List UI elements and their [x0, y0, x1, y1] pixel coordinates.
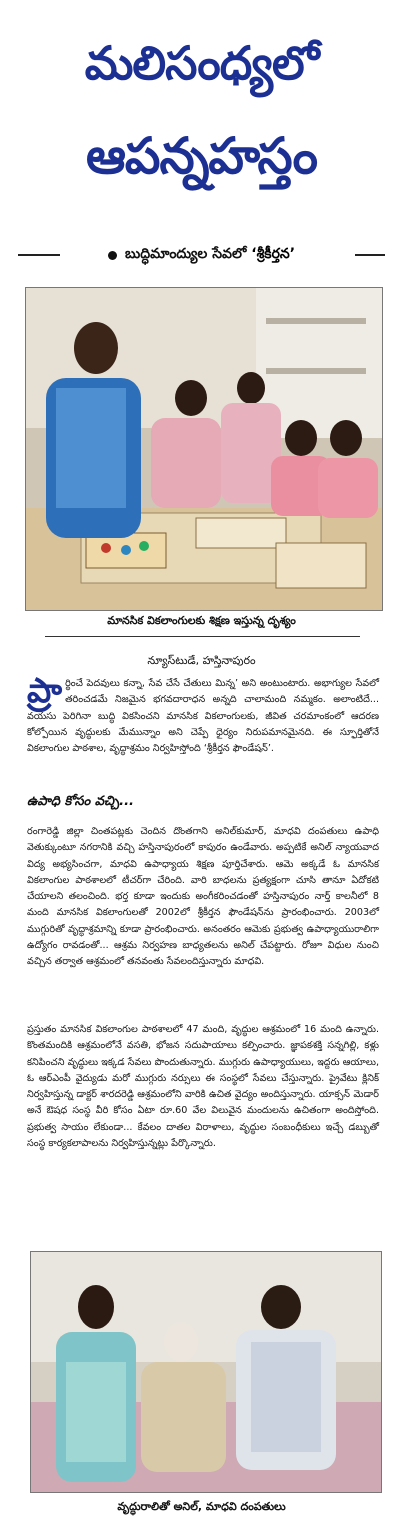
- photo-caption-top: మానసిక వికలాంగులకు శిక్షణ ఇస్తున్న దృశ్యం: [107, 614, 296, 627]
- article-paragraph-3: [27, 1022, 379, 1152]
- subheadline-highlight: ‘శ్రీకీర్తన’: [251, 245, 296, 262]
- bullet-icon: [108, 251, 117, 260]
- classroom-illustration: [26, 288, 382, 610]
- photo-classroom: [25, 287, 383, 611]
- article-paragraph-3-text: ప్రస్తుతం మానసిక వికలాంగుల పాఠశాలలో 47 మంది, వృద్ధుల ఆశ్రమంలో 16 మంది ఉన్నారు. కొంతమందికి ఆశ్రమంలోనే వసతి, భోజన సదుపాయాలు కల్పించారు. జ్ఞాపకశక్తి సన్నగిల్లి, కళ్లు కనిపించని వృద్ధులు ఇక్కడ సేవలు పొందుతున్నారు. ముగ్గురు ఉపాధ్యాయులు, ఇద్దరు ఆయాలు, ఓ ఆర్‌ఎంపీ వైద్యుడు మరో ముగ్గురు నర్సులు ఈ సంస్థలో సేవలు చేస్తున్నారు. ప్రైవేటు క్లినిక్‌ నిర్వహిస్తున్న డాక్టర్‌ శారదరెడ్డి ఆశ్రమంలోని వారికి ఉచిత వైద్యం అందిస్తున్నారు. యాక్సన్‌ మెడార్‌ అనే ఔషధ సంస్థ వీరి కోసం ఏటా రూ.60 వేల విలువైన మందులను ఉచితంగా అందిస్తోంది. ప్రభుత్వ సాయం లేకుండా... కేవలం దాతల విరాళాలు, వృద్ధుల సంబంధీకులు ఇచ్చే డబ్బుతో సంస్థ కార్యకలాపాలను నిర్వహిస్తున్నట్లు పేర్కొన్నారు.: [27, 1024, 379, 1150]
- caption-divider-top: [45, 636, 360, 637]
- subheadline-text-main: బుద్ధిమాంద్యుల సేవలో: [124, 245, 247, 262]
- photo-caption-bottom: వృద్ధురాలితో అనిల్‌, మాధవి దంపతులు: [117, 1500, 286, 1513]
- article-intro: [27, 671, 379, 757]
- article-paragraph-2-text: రంగారెడ్డి జిల్లా చింతపట్లకు చెందిన దొంతగాని అనిల్‌కుమార్‌, మాధవి దంపతులు ఉపాధి వెతుక్కుంటూ నగరానికి వచ్చి హస్తినాపురంలో కాపురం ఉండేవారు. అప్పటికే అనిల్‌ న్యాయవాద విద్య అభ్యసించగా, మాధవి ఉపాధ్యాయ శిక్షణ పూర్తిచేశారు. ఆమె అక్కడే ఓ మానసిక వికలాంగుల పాఠశాలలో టీచర్‌గా చేరింది. వారి బాధలను ప్రత్యక్షంగా చూసి తానూ ఏదోకటి చేయాలని తలంచింది. భర్త కూడా ఇందుకు అంగీకరించడంతో హస్తినాపురం నార్త్‌ కాలనీలో 8 మంది మానసిక వికలాంగులతో 2002లో శ్రీకీర్తన ఫౌండేషన్‌ను ప్రారంభించారు. 2003లో ముగ్గురితో వృద్ధాశ్రమాన్ని కూడా ప్రారంభించారు. అనంతరం ఆమెకు ప్రభుత్వ ఉపాధ్యాయురాలిగా ఉద్యోగం రావడంతో... ఆశ్రమ నిర్వహణ బాధ్యతలను అనిల్‌ చేపట్టారు. రోజూ విధుల నుంచి వచ్చిన తర్వాత ఆశ్రమంలో తనవంతు సేవలందిస్తున్నారు మాధవి.: [27, 826, 379, 968]
- drop-cap: ప్రా: [27, 671, 63, 711]
- subheadline: [18, 244, 385, 266]
- subheadline-rule-right: [355, 254, 385, 256]
- article-intro-text: ర్థించే పెదవులు కన్నా, సేవ చేసే చేతులు మిన్న’ అని అంటుంటారు. అభాగ్యుల సేవలో తరించడమే నిజమైన భగవదారాధన అన్నది చాలామంది నమ్మకం. అలాంటిదే... వయసు పెరిగినా బుద్ధి వికసించని మానసిక వికలాంగులకు, జీవిత చరమాంకంలో ఆదరణ కోల్పోయిన వృద్ధులకు మేమున్నాం అని చెప్పే ధైర్యం నిరుపమానమైనది. ఈ స్ఫూర్తితోనే వికలాంగుల పాఠశాల, వృద్ధాశ్రమం నిర్వహిస్తోంది ‘శ్రీకీర్తన ఫౌండేషన్‌’.: [27, 678, 379, 755]
- headline-line-1: మలిసంధ్యలో: [84, 36, 319, 90]
- subheadline-rule-left: [18, 254, 60, 256]
- couple-illustration: [31, 1252, 381, 1492]
- article-paragraph-2: [27, 824, 379, 971]
- dateline: న్యూస్‌టుడే, హస్తినాపురం: [147, 654, 256, 667]
- photo-couple-elderly: [30, 1251, 382, 1493]
- headline-line-2: ఆపన్నహస్తం: [86, 127, 317, 185]
- subheadline-text: [125, 246, 295, 265]
- section-heading: ఉపాధి కోసం వచ్చి...: [27, 794, 134, 809]
